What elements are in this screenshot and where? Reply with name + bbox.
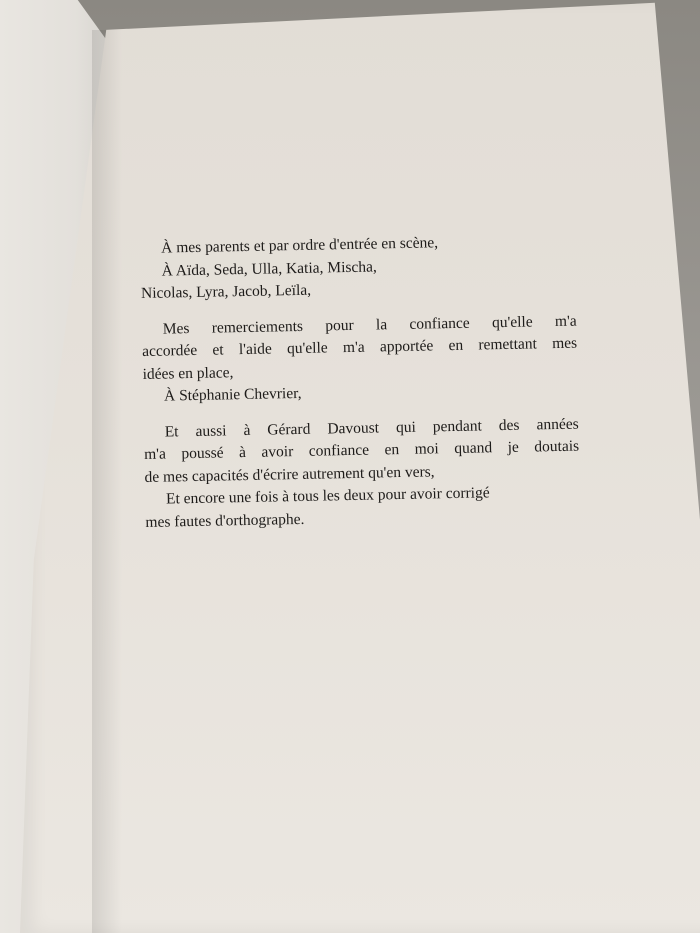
dedication-line: À Aïda, Seda, Ulla, Katia, Mischa, (161, 257, 377, 280)
dedication-line: mes fautes d'orthographe. (145, 510, 305, 531)
dedication-line: accordée et l'aide qu'elle m'a apportée en remettant mes (142, 334, 578, 360)
dedication-stanza-1 (140, 230, 576, 306)
dedication-line: Et encore une fois à tous les deux pour avoir corrigé (165, 484, 490, 508)
dedication-stanza-2 (142, 310, 579, 408)
dedication-text (140, 230, 581, 547)
dedication-line: de mes capacités d'écrire autrement qu'en vers, (144, 462, 435, 486)
dedication-stanza-3 (144, 413, 581, 534)
dedication-line: Et aussi à Gérard Davoust qui pendant des années (164, 415, 579, 441)
dedication-line: Mes remerciements pour la confiance qu'elle m'a (162, 312, 577, 338)
dedication-line: À Stéphanie Chevrier, (163, 384, 302, 405)
dedication-line: À mes parents et par ordre d'entrée en scène, (161, 234, 439, 257)
dedication-line: idées en place, (142, 363, 234, 383)
dedication-line: m'a poussé à avoir confiance en moi quand je doutais (143, 437, 580, 463)
dedication-line: Nicolas, Lyra, Jacob, Leïla, (140, 281, 312, 302)
